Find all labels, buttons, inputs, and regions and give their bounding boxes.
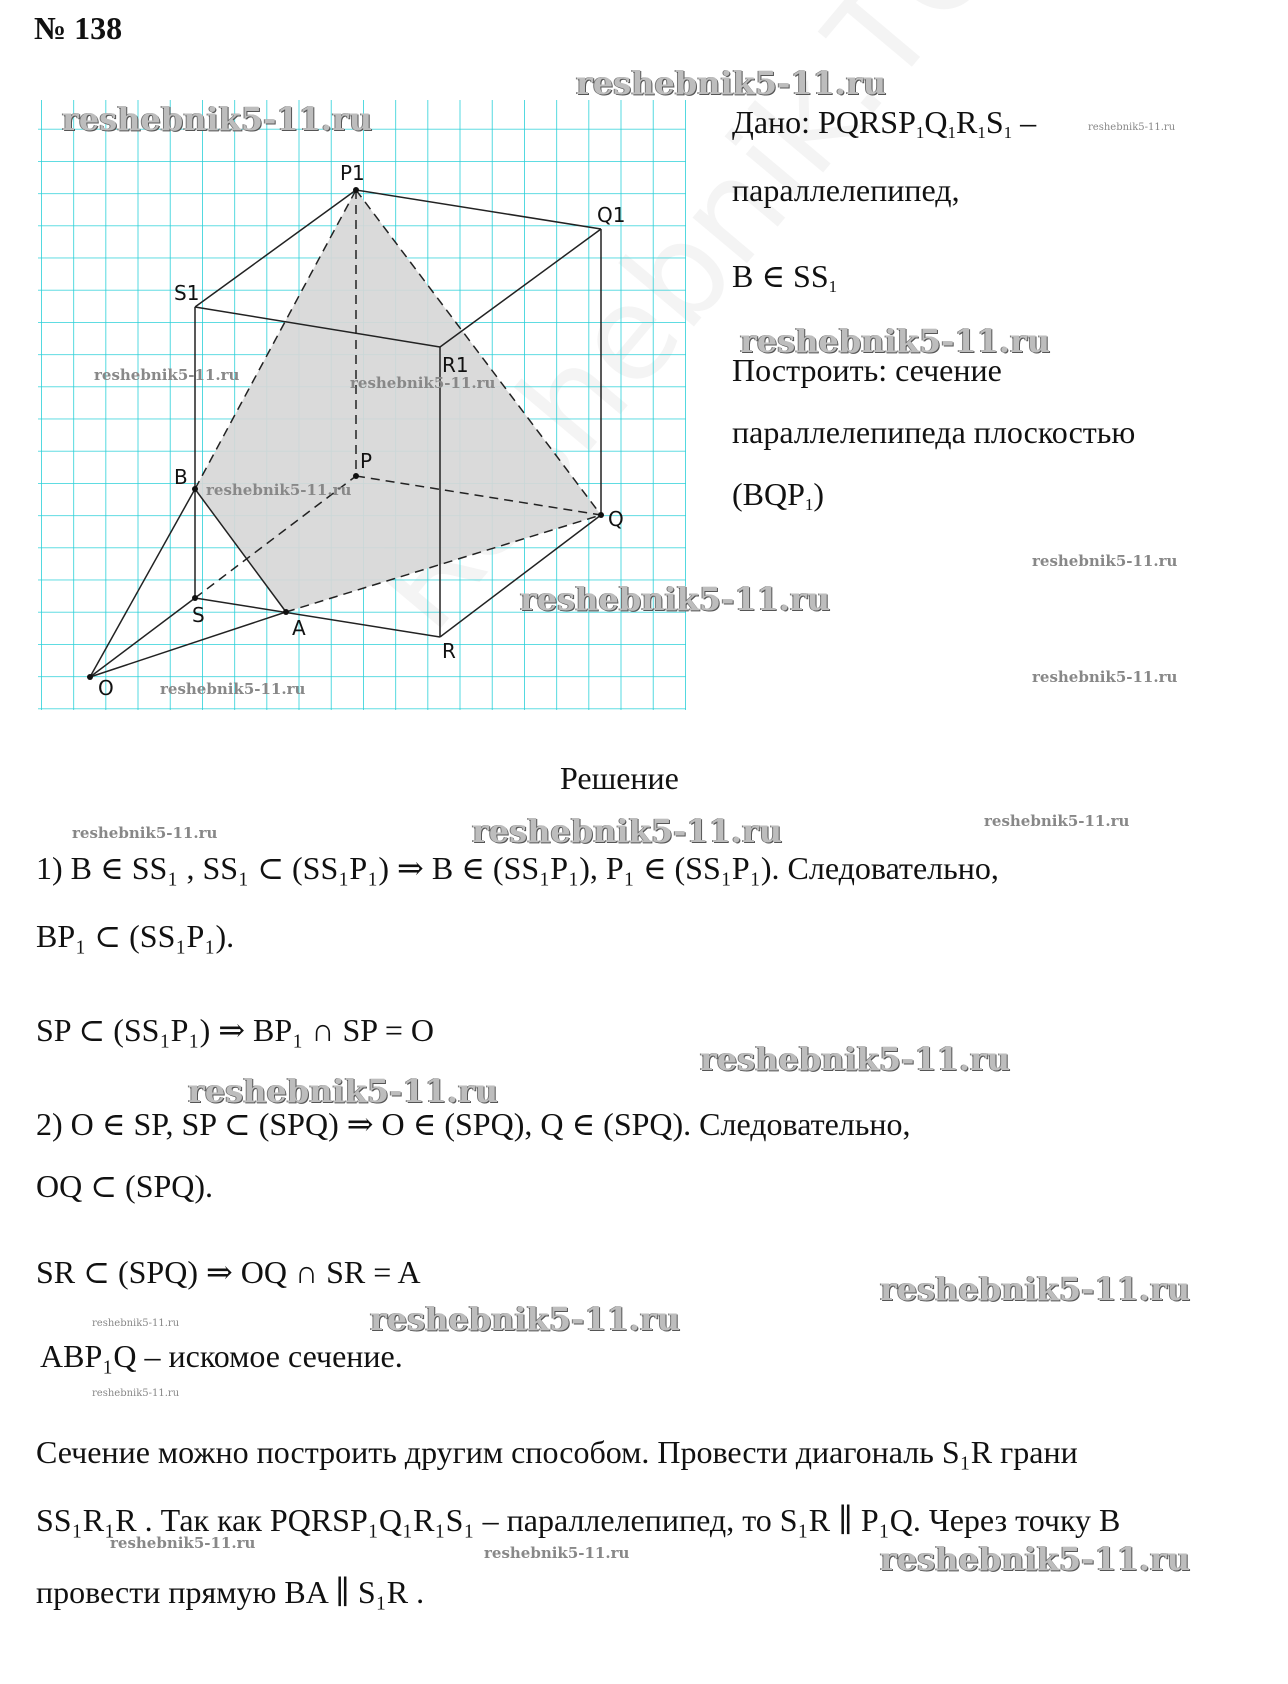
- point-O: [87, 674, 93, 680]
- alt-line1: Сечение можно построить другим способом. Провести диагональ S₁R грани: [36, 1434, 1078, 1470]
- watermark: reshebnik5-11.ru: [72, 824, 218, 842]
- watermark: reshebnik5-11.ru: [984, 812, 1130, 830]
- point-P: [353, 473, 359, 479]
- point-A: [283, 609, 289, 615]
- given-line-1: Дано: $PQRSP_1Q_1R_1S_1$ –: [732, 104, 1037, 142]
- watermark: reshebnik5-11.ru: [1032, 552, 1178, 570]
- watermark: reshebnik5-11.ru: [880, 1270, 1191, 1308]
- watermark: reshebnik5-11.ru: [92, 1388, 180, 1399]
- label-P1: P1: [340, 161, 365, 185]
- watermark: reshebnik5-11.ru: [1032, 668, 1178, 686]
- watermark: reshebnik5-11.ru: [350, 374, 496, 392]
- step1-line1: 1) B ∈ SS₁ , SS₁ ⊂ (SS₁P₁) ⇒ B ∈ (SS₁P₁), P₁ ∈ (SS₁P₁). Следовательно,: [36, 850, 999, 886]
- watermark: reshebnik5-11.ru: [92, 1318, 180, 1329]
- watermark: reshebnik5-11.ru: [484, 1544, 630, 1562]
- given-line-4: Построить: сечение: [732, 352, 1002, 388]
- given-line-3: B ∈ $SS_1$: [732, 258, 838, 296]
- watermark: reshebnik5-11.ru: [62, 100, 373, 138]
- watermark: reshebnik5-11.ru: [576, 64, 887, 102]
- label-S: S: [192, 603, 205, 627]
- watermark: reshebnik5-11.ru: [206, 481, 352, 499]
- watermark: reshebnik5-11.ru: [370, 1300, 681, 1338]
- label-R: R: [442, 639, 456, 663]
- step1-line2: BP₁ ⊂ (SS₁P₁).: [36, 918, 235, 954]
- step2-line1: 2) O ∈ SP, SP ⊂ (SPQ) ⇒ O ∈ (SPQ), Q ∈ (SPQ). Следовательно,: [36, 1106, 911, 1142]
- point-Q: [598, 512, 604, 518]
- watermark: reshebnik5-11.ru: [700, 1040, 1011, 1078]
- label-Q: Q: [608, 507, 624, 531]
- watermark: reshebnik5-11.ru: [188, 1072, 499, 1110]
- alt-line3: провести прямую BA ∥ S₁R .: [36, 1574, 425, 1610]
- point-P1: [353, 187, 359, 193]
- label-O: O: [98, 676, 114, 700]
- watermark: reshebnik5-11.ru: [472, 812, 783, 850]
- watermark: reshebnik5-11.ru: [94, 366, 240, 384]
- watermark: reshebnik5-11.ru: [880, 1540, 1191, 1578]
- step2-line2: OQ ⊂ (SPQ).: [36, 1168, 214, 1204]
- label-P: P: [360, 449, 373, 473]
- label-Q1: Q1: [597, 203, 626, 227]
- point-S: [192, 595, 198, 601]
- problem-number: № 138: [34, 10, 123, 46]
- label-A: A: [292, 616, 306, 640]
- step2-line3: SR ⊂ (SPQ) ⇒ OQ ∩ SR = A: [36, 1254, 421, 1290]
- watermark: reshebnik5-11.ru: [740, 322, 1051, 360]
- solution-title: Решение: [560, 760, 679, 796]
- watermark: reshebnik5-11.ru: [520, 580, 831, 618]
- alt-line2: SS₁R₁R . Так как PQRSP₁Q₁R₁S₁ – параллелепипед, то S₁R ∥ P₁Q. Через точку B: [36, 1502, 1121, 1538]
- label-S1: S1: [174, 281, 200, 305]
- given-line-2: параллелепипед,: [732, 172, 960, 208]
- step1-line3: SP ⊂ (SS₁P₁) ⇒ BP₁ ∩ SP = O: [36, 1012, 435, 1048]
- point-B: [192, 486, 198, 492]
- answer-line: ABP₁Q – искомое сечение.: [40, 1338, 403, 1374]
- given-line-6: $(BQP_1)$: [732, 476, 825, 514]
- watermark: reshebnik5-11.ru: [110, 1534, 256, 1552]
- given-line-5: параллелепипеда плоскостью: [732, 414, 1136, 450]
- watermark: reshebnik5-11.ru: [1088, 122, 1176, 133]
- label-R1: R1: [442, 353, 469, 377]
- watermark: reshebnik5-11.ru: [160, 680, 306, 698]
- label-B: B: [174, 465, 188, 489]
